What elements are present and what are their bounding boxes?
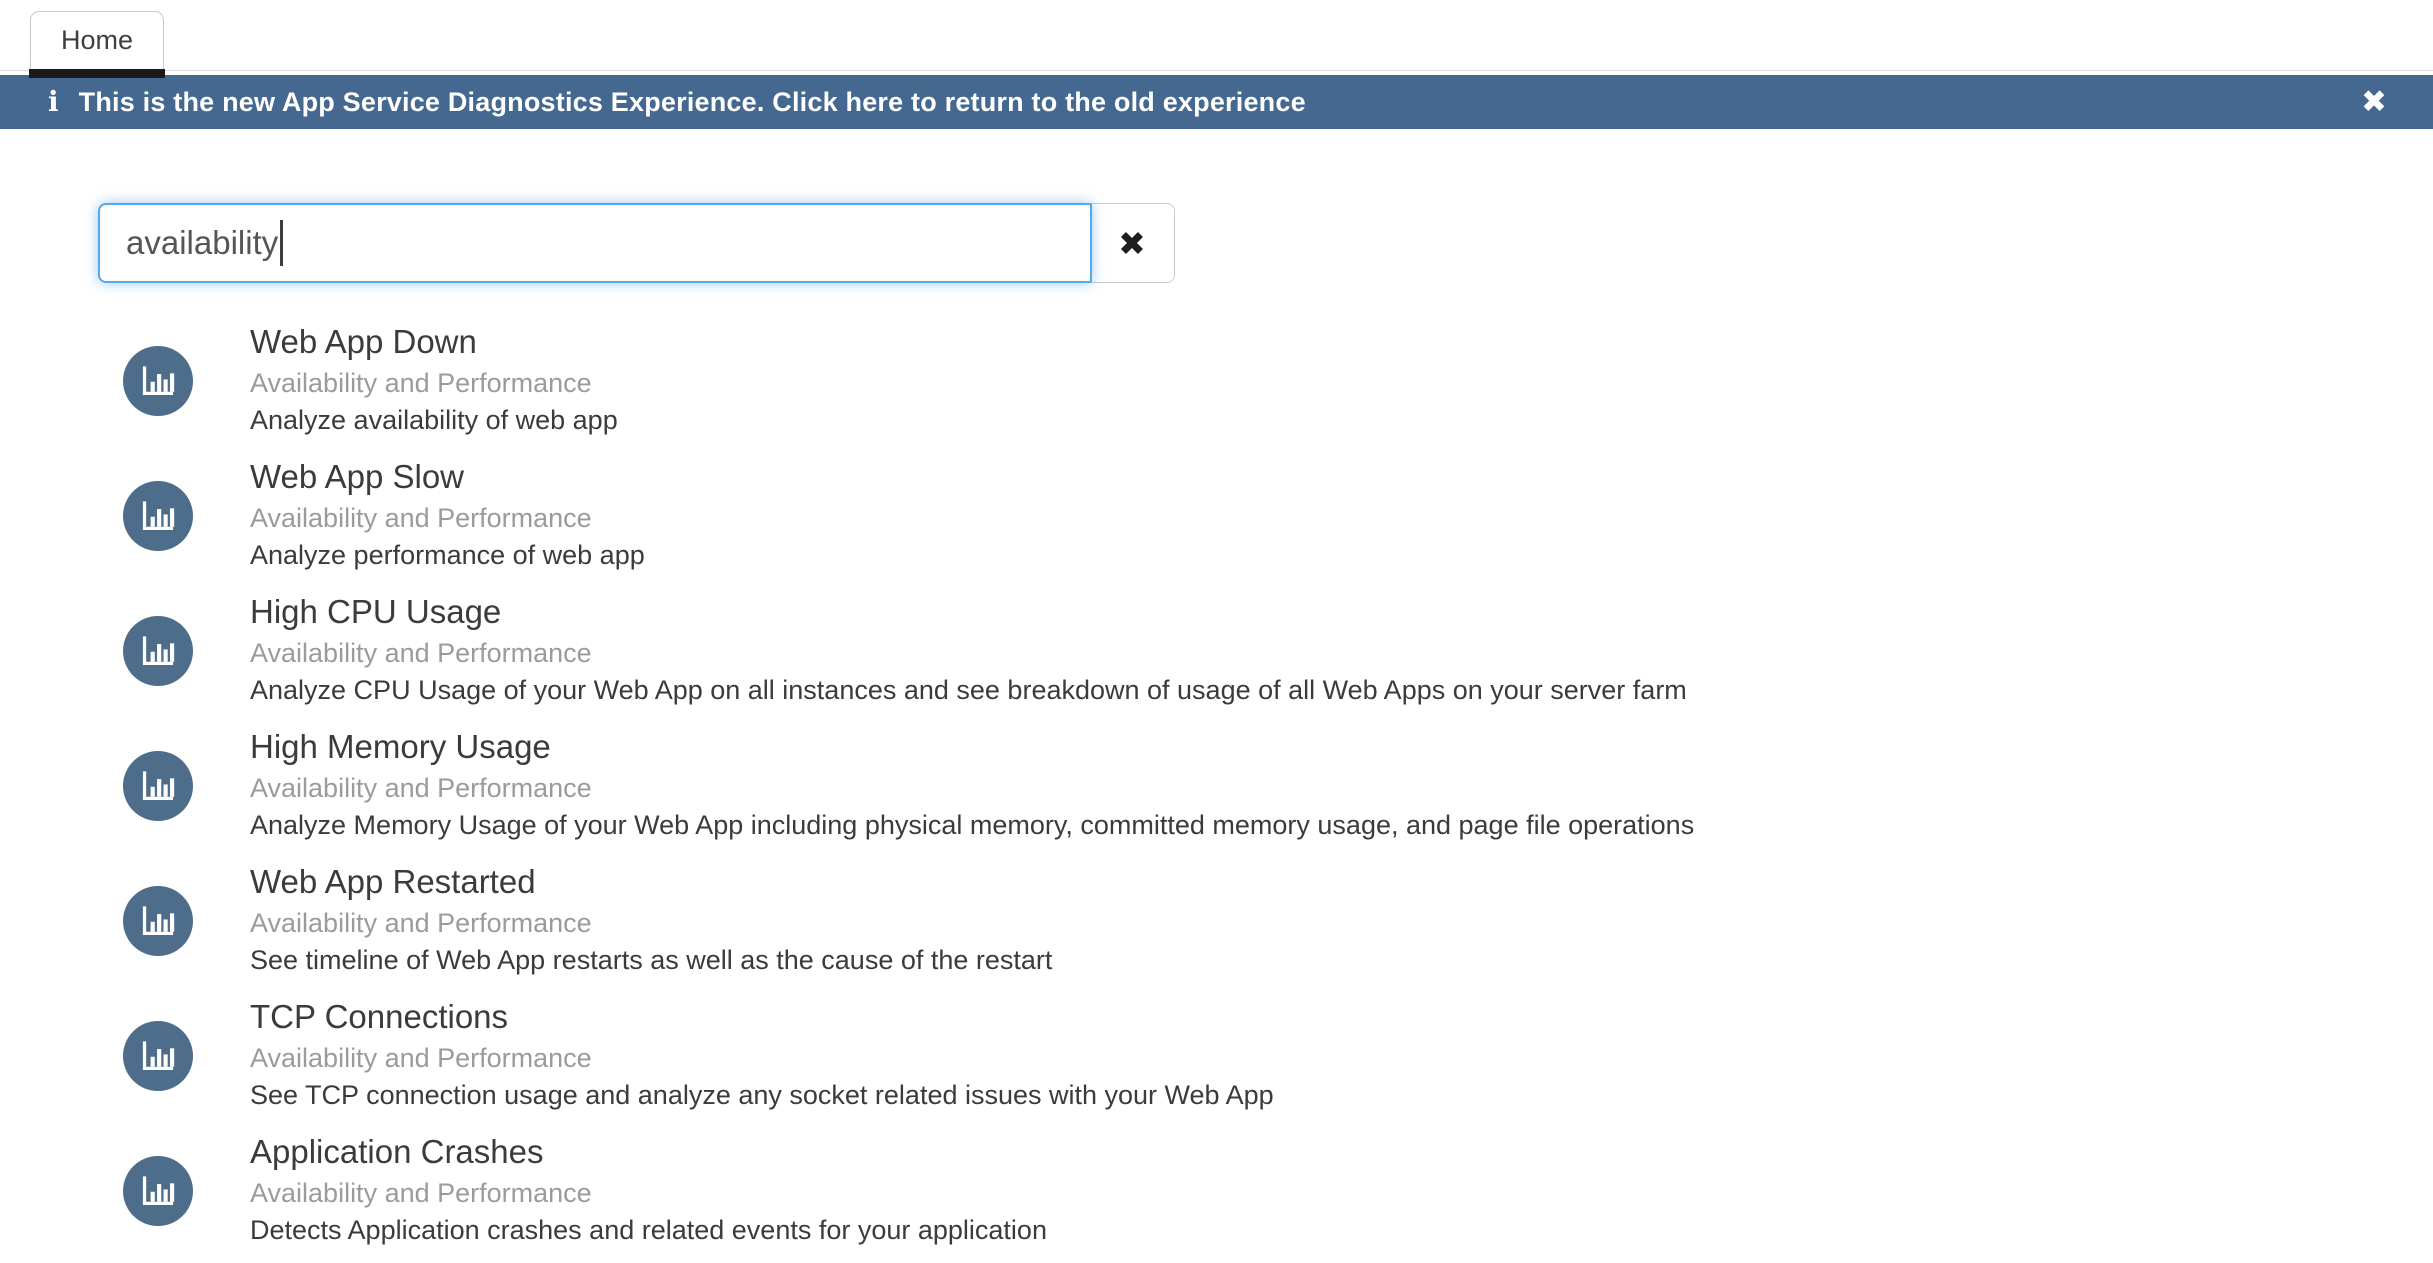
- banner-close-icon[interactable]: ✖: [2361, 83, 2387, 120]
- result-text-block: [250, 322, 618, 438]
- result-title: High Memory Usage: [250, 728, 551, 766]
- bar-chart-icon: [123, 886, 193, 956]
- result-description: Analyze CPU Usage of your Web App on all instances and see breakdown of usage of all Web Apps on your server farm: [250, 675, 1687, 706]
- detector-results-list: [123, 313, 2433, 1258]
- info-banner: [0, 75, 2433, 129]
- result-text-block: [250, 457, 645, 573]
- bar-chart-icon: [123, 481, 193, 551]
- result-title: Web App Down: [250, 323, 477, 361]
- detector-result-row[interactable]: [123, 718, 2433, 853]
- result-category: Availability and Performance: [250, 367, 592, 398]
- result-text-block: [250, 862, 1052, 978]
- search-bar: [98, 203, 2433, 283]
- result-title: High CPU Usage: [250, 593, 502, 631]
- bar-chart-icon: [123, 346, 193, 416]
- result-category: Availability and Performance: [250, 1177, 592, 1208]
- text-caret: [280, 220, 283, 266]
- result-text-block: [250, 727, 1694, 843]
- detector-result-row[interactable]: [123, 1123, 2433, 1258]
- bar-chart-icon: [123, 1021, 193, 1091]
- bar-chart-icon: [123, 751, 193, 821]
- clear-icon: ✖: [1118, 223, 1146, 263]
- result-category: Availability and Performance: [250, 502, 592, 533]
- result-description: See TCP connection usage and analyze any socket related issues with your Web App: [250, 1080, 1274, 1111]
- result-description: Analyze performance of web app: [250, 540, 645, 571]
- result-description: Analyze availability of web app: [250, 405, 618, 436]
- detector-result-row[interactable]: [123, 583, 2433, 718]
- detector-result-row[interactable]: [123, 988, 2433, 1123]
- tab-home-label: Home: [61, 25, 134, 55]
- result-text-block: [250, 997, 1274, 1113]
- bar-chart-icon: [123, 1156, 193, 1226]
- result-title: Web App Restarted: [250, 863, 536, 901]
- detector-result-row[interactable]: [123, 853, 2433, 988]
- tab-home[interactable]: [30, 11, 164, 70]
- result-text-block: [250, 592, 1687, 708]
- result-text-block: [250, 1132, 1047, 1248]
- detector-result-row[interactable]: [123, 313, 2433, 448]
- result-category: Availability and Performance: [250, 1042, 592, 1073]
- result-category: Availability and Performance: [250, 637, 592, 668]
- search-input-value: availability: [126, 224, 279, 261]
- detector-result-row[interactable]: [123, 448, 2433, 583]
- search-clear-button[interactable]: [1089, 203, 1175, 283]
- result-description: Analyze Memory Usage of your Web App including physical memory, committed memory usage, and page file operations: [250, 810, 1695, 841]
- result-category: Availability and Performance: [250, 772, 592, 803]
- result-description: Detects Application crashes and related events for your application: [250, 1215, 1047, 1246]
- result-description: See timeline of Web App restarts as well as the cause of the restart: [250, 945, 1053, 976]
- result-title: Application Crashes: [250, 1133, 544, 1171]
- info-icon: ℹ: [48, 85, 59, 118]
- search-input[interactable]: [98, 203, 1092, 283]
- banner-message[interactable]: This is the new App Service Diagnostics Experience. Click here to return to the old experience: [78, 86, 1306, 117]
- result-title: TCP Connections: [250, 998, 509, 1036]
- tab-strip: [0, 0, 2433, 71]
- bar-chart-icon: [123, 616, 193, 686]
- result-category: Availability and Performance: [250, 907, 592, 938]
- result-title: Web App Slow: [250, 458, 465, 496]
